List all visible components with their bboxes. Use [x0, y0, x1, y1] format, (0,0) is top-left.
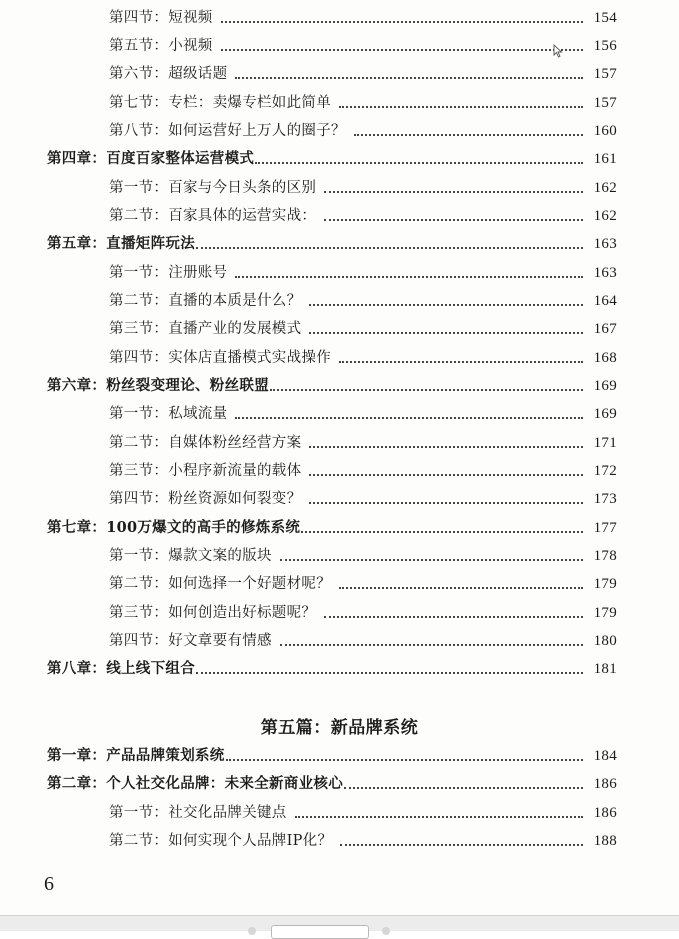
toc-entry-title: 第五章：直播矩阵玩法 [47, 235, 195, 252]
toc-entry-title: 第六节：超级话题 [109, 66, 228, 82]
toc-entry[interactable] [109, 627, 617, 651]
toc-entry[interactable] [109, 259, 617, 283]
toc-chapter-entry[interactable] [47, 514, 617, 538]
toc-entry[interactable] [109, 344, 617, 368]
toc-chapter-entry[interactable] [47, 145, 617, 169]
toc-entry-page: 181 [593, 661, 617, 677]
toc-entry[interactable] [109, 315, 617, 339]
toc-chapter-entry[interactable] [47, 770, 617, 794]
toc-entry-page: 178 [593, 548, 617, 564]
toc-leader-dots [324, 615, 583, 618]
toc-leader-dots [339, 360, 583, 363]
toc-entry-title: 第三节：如何创造出好标题呢？ [109, 605, 317, 621]
toc-entry-title: 第四节：短视频 [109, 10, 213, 26]
toc-leader-dots [309, 501, 583, 504]
toc-chapter-entry[interactable] [47, 742, 617, 766]
page-number: 6 [44, 873, 54, 895]
toc-entry-title: 第一节：百家与今日头条的区别 [109, 180, 317, 196]
part-heading: 第五篇：新品牌系统 [260, 718, 419, 738]
toc-leader-dots [226, 758, 583, 761]
toc-entry[interactable] [109, 457, 617, 481]
toc-entry-page: 171 [593, 435, 617, 451]
toc-entry[interactable] [109, 32, 617, 56]
toc-entry-title: 第二节：百家具体的运营实战： [109, 208, 317, 224]
toc-entry-title: 第五节：小视频 [109, 38, 213, 54]
toc-entry-title: 第一章：产品品牌策划系统 [47, 747, 225, 764]
toc-leader-dots [270, 388, 583, 391]
toc-entry-page: 161 [593, 151, 617, 167]
toc-leader-dots [235, 416, 583, 419]
toc-leader-dots [339, 105, 583, 108]
toc-entry-title: 第一节：爆款文案的版块 [109, 548, 272, 564]
toc-leader-dots [221, 48, 583, 51]
toc-entry-page: 157 [593, 66, 617, 82]
toc-entry-title: 第七章：100万爆文的高手的修炼系统 [47, 519, 301, 536]
toc-entry-page: 180 [593, 633, 617, 649]
toc-entry-page: 172 [593, 463, 617, 479]
previous-page-icon[interactable] [248, 927, 256, 935]
toc-entry-title: 第四章：百度百家整体运营模式 [47, 150, 255, 167]
toc-leader-dots [340, 843, 583, 846]
toc-entry-title: 第三节：小程序新流量的载体 [109, 463, 302, 479]
toc-entry-page: 163 [593, 265, 617, 281]
toc-leader-dots [324, 190, 583, 193]
toc-entry-title: 第一节：私域流量 [109, 406, 228, 422]
toc-entry-title: 第一节：社交化品牌关键点 [109, 805, 287, 821]
toc-entry-title: 第四节：好文章要有情感 [109, 633, 272, 649]
toc-entry-title: 第二章：个人社交化品牌：未来全新商业核心 [47, 775, 343, 792]
toc-leader-dots [309, 445, 583, 448]
toc-leader-dots [324, 218, 583, 221]
toc-entry[interactable] [109, 542, 617, 566]
toc-entry-page: 154 [593, 10, 617, 26]
toc-entry-page: 188 [593, 833, 617, 849]
toc-entry-title: 第二节：如何选择一个好题材呢？ [109, 576, 331, 592]
toc-entry-page: 179 [593, 605, 617, 621]
toc-leader-dots [196, 671, 583, 674]
toc-leader-dots [280, 643, 583, 646]
toc-entry[interactable] [109, 485, 617, 509]
toc-entry[interactable] [109, 570, 617, 594]
toc-entry-page: 184 [593, 748, 617, 764]
toc-leader-dots [354, 133, 583, 136]
toc-entry[interactable] [109, 4, 617, 28]
toc-entry-page: 173 [593, 491, 617, 507]
toc-entry-page: 179 [593, 576, 617, 592]
toc-chapter-entry[interactable] [47, 230, 617, 254]
toc-leader-dots [339, 586, 583, 589]
toc-entry[interactable] [109, 60, 617, 84]
toc-entry-title: 第六章：粉丝裂变理论、粉丝联盟 [47, 377, 269, 394]
toc-entry-page: 163 [593, 236, 617, 252]
toc-entry-page: 186 [593, 805, 617, 821]
toc-entry-page: 162 [593, 208, 617, 224]
toc-leader-dots [255, 161, 583, 164]
toc-entry-page: 186 [593, 776, 617, 792]
toc-chapter-entry[interactable] [47, 372, 617, 396]
toc-leader-dots [301, 530, 583, 533]
toc-leader-dots [344, 786, 583, 789]
viewer-toolbar [0, 915, 679, 931]
toc-entry[interactable] [109, 827, 617, 851]
toc-leader-dots [309, 473, 583, 476]
toc-entry-page: 162 [593, 180, 617, 196]
page-navigation-box[interactable] [271, 925, 369, 939]
toc-entry-title: 第二节：自媒体粉丝经营方案 [109, 435, 302, 451]
toc-entry-page: 167 [593, 321, 617, 337]
toc-entry-page: 169 [593, 406, 617, 422]
toc-entry[interactable] [109, 599, 617, 623]
toc-entry[interactable] [109, 202, 617, 226]
toc-leader-dots [295, 815, 583, 818]
toc-entry[interactable] [109, 400, 617, 424]
toc-entry-page: 164 [593, 293, 617, 309]
toc-entry-page: 160 [593, 123, 617, 139]
toc-leader-dots [280, 558, 583, 561]
toc-entry[interactable] [109, 287, 617, 311]
toc-entry-title: 第四节：实体店直播模式实战操作 [109, 350, 331, 366]
toc-entry-title: 第七节：专栏：卖爆专栏如此简单 [109, 95, 331, 111]
next-page-icon[interactable] [382, 927, 390, 935]
toc-entry-page: 168 [593, 350, 617, 366]
toc-entry[interactable] [109, 174, 617, 198]
toc-entry-page: 177 [593, 520, 617, 536]
toc-leader-dots [221, 20, 583, 23]
toc-entry-title: 第二节：直播的本质是什么？ [109, 293, 302, 309]
toc-leader-dots [309, 331, 583, 334]
toc-entry-page: 156 [593, 38, 617, 54]
toc-entry-title: 第三节：直播产业的发展模式 [109, 321, 302, 337]
toc-leader-dots [309, 303, 583, 306]
toc-leader-dots [235, 275, 583, 278]
toc-leader-dots [235, 76, 583, 79]
toc-entry-title: 第四节：粉丝资源如何裂变？ [109, 491, 302, 507]
toc-entry-page: 169 [593, 378, 617, 394]
toc-entry[interactable] [109, 799, 617, 823]
toc-entry-page: 157 [593, 95, 617, 111]
toc-entry[interactable] [109, 117, 617, 141]
toc-entry[interactable] [109, 429, 617, 453]
toc-entry-title: 第一节：注册账号 [109, 265, 228, 281]
toc-entry-title: 第八节：如何运营好上万人的圈子？ [109, 123, 346, 139]
toc-entry[interactable] [109, 89, 617, 113]
toc-entry-title: 第八章：线上线下组合 [47, 660, 195, 677]
toc-leader-dots [196, 246, 583, 249]
mouse-pointer-icon [553, 44, 563, 58]
toc-entry-title: 第二节：如何实现个人品牌IP化？ [109, 833, 333, 849]
toc-chapter-entry[interactable] [47, 655, 617, 679]
